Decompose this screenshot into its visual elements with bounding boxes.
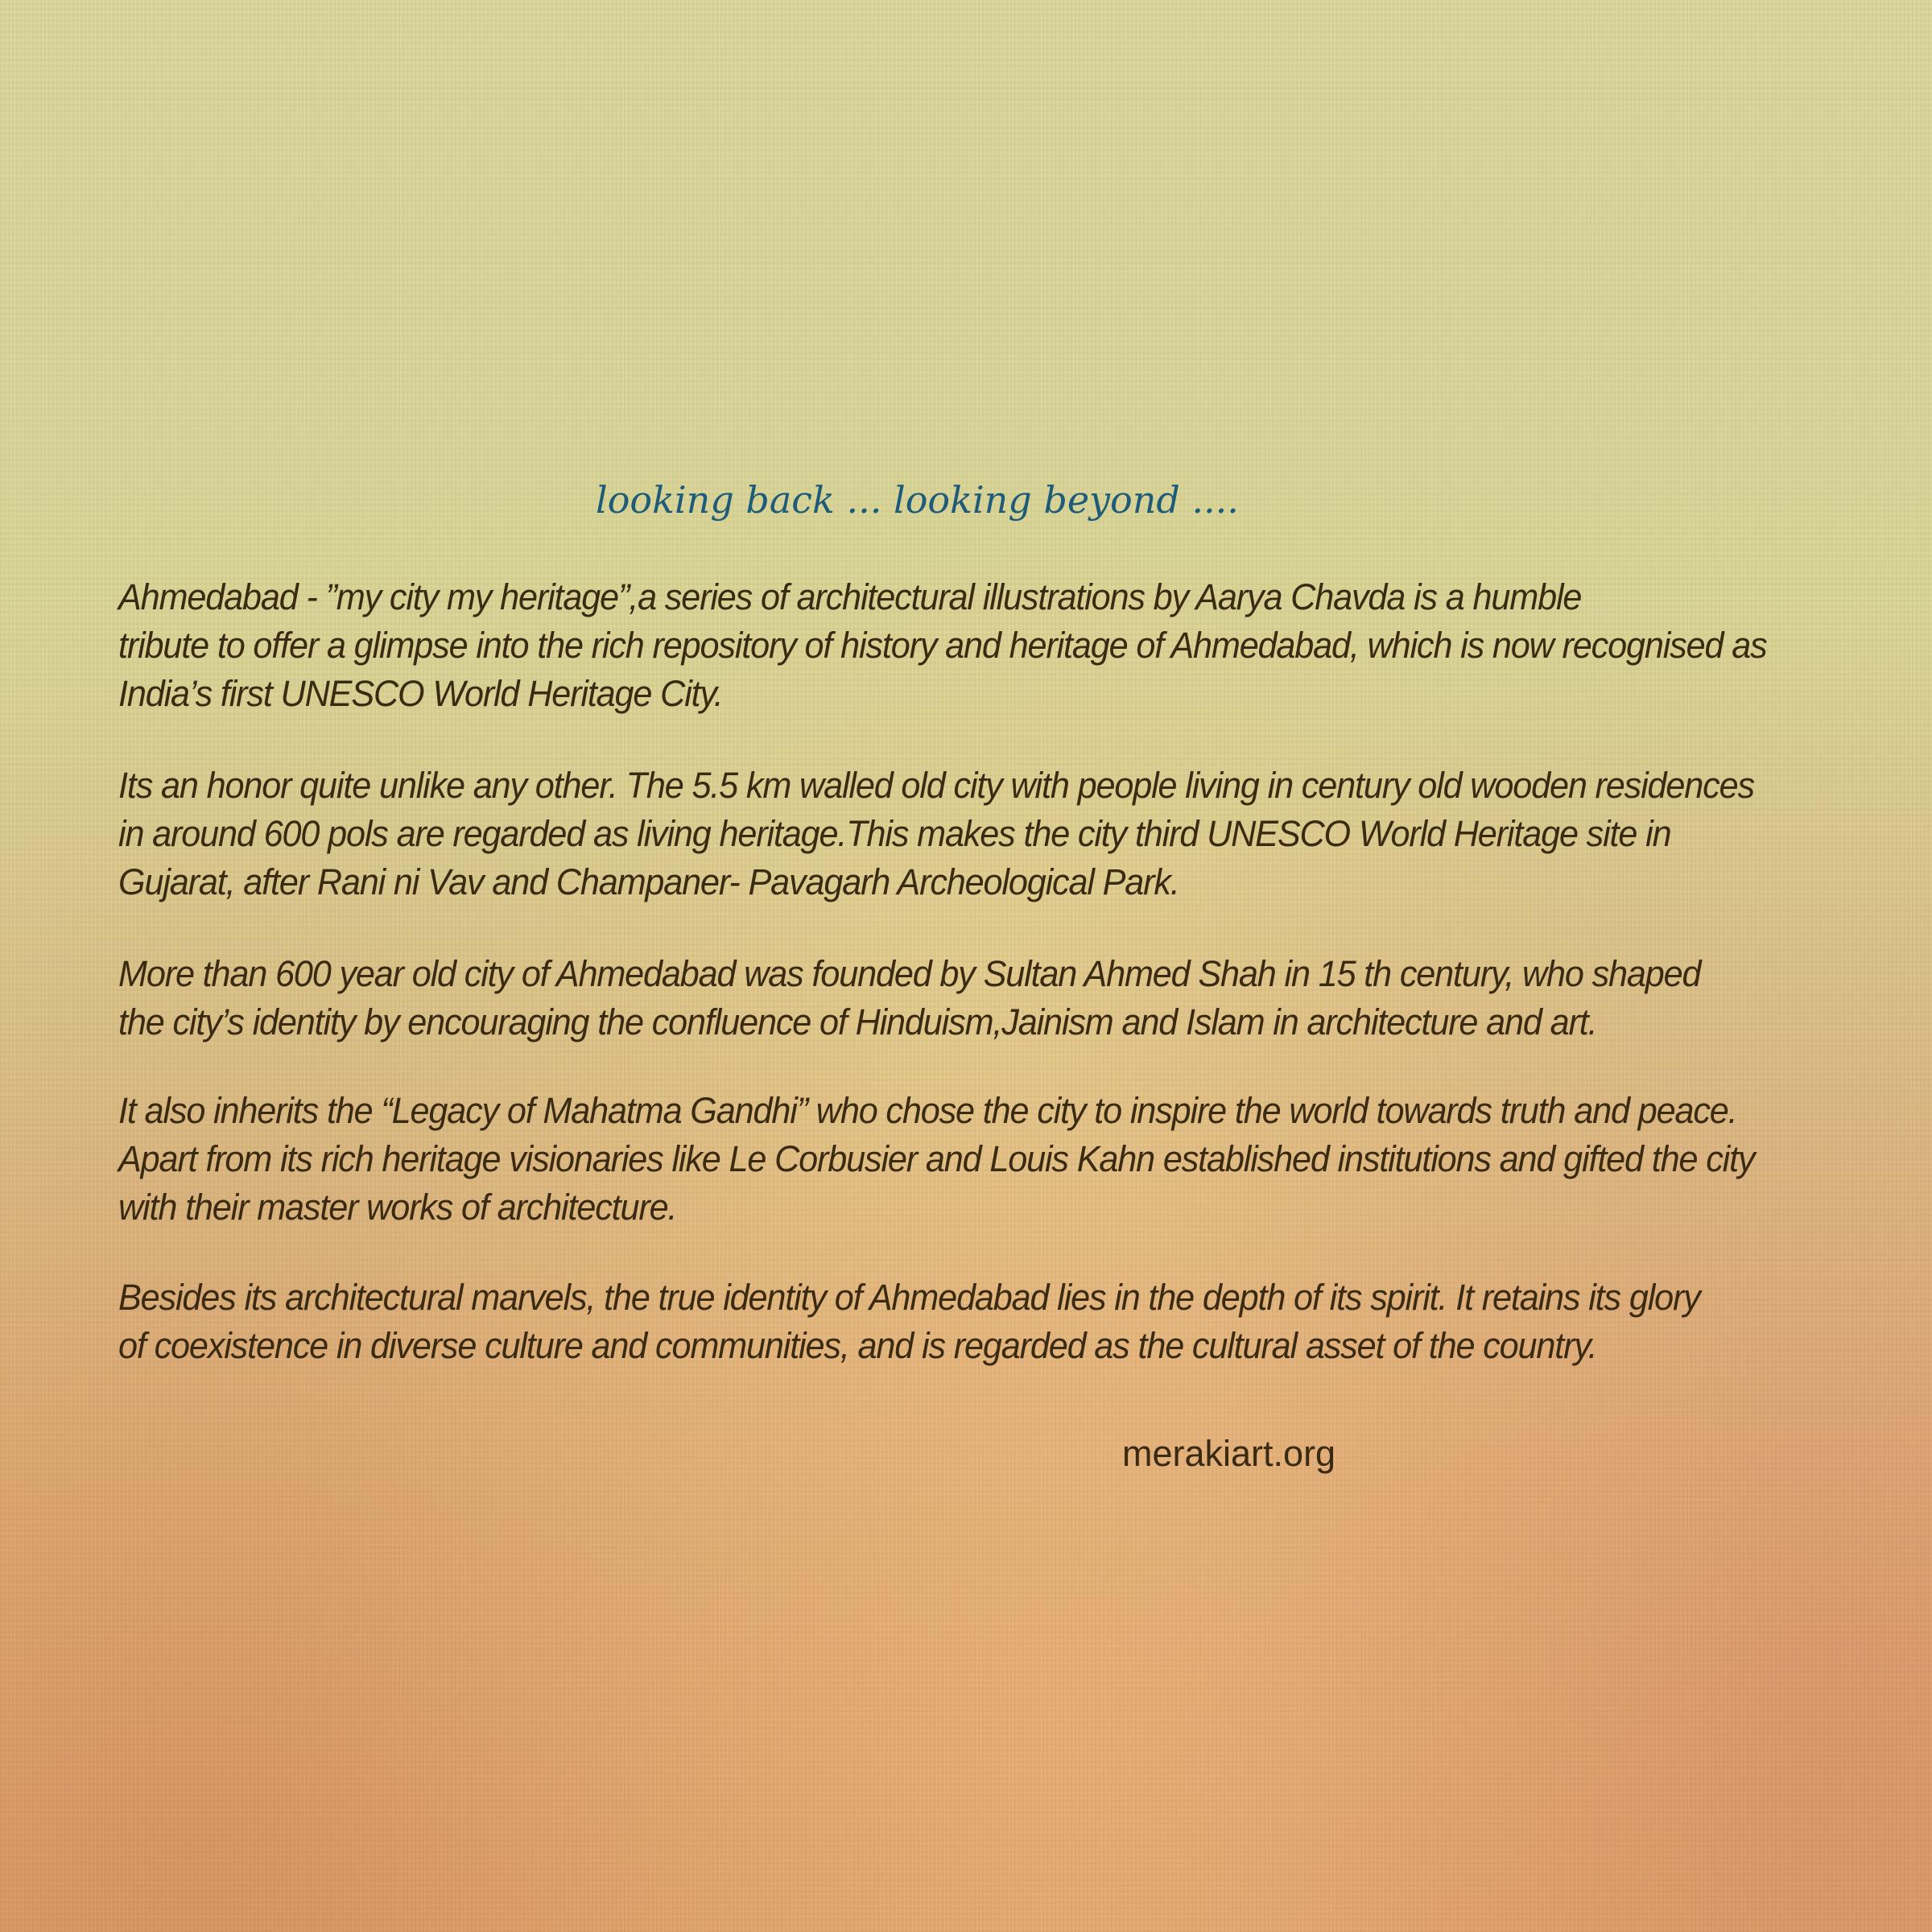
paragraph-line: Ahmedabad - ”my city my heritage”,a series of architectural illustrations by Aarya Chavda is a humble <box>118 576 1582 617</box>
paragraph-line: Its an honor quite unlike any other. The 5.5 km walled old city with people living in century old wooden residences <box>118 765 1754 806</box>
paragraph-line: of coexistence in diverse culture and communities, and is regarded as the cultural asset of the country. <box>118 1325 1597 1366</box>
website-credit: merakiart.org <box>1122 1433 1336 1474</box>
paragraph-history <box>118 950 1772 1046</box>
paragraph-line: India’s first UNESCO World Heritage City. <box>118 673 723 714</box>
paragraph-line: More than 600 year old city of Ahmedabad was founded by Sultan Ahmed Shah in 15 th century, who shaped <box>118 953 1701 994</box>
paragraph-spirit <box>118 1274 1772 1370</box>
paragraph-honor <box>118 762 1772 906</box>
paragraph-line: in around 600 pols are regarded as living heritage.This makes the city third UNESCO World Heritage site in <box>118 813 1671 854</box>
paragraph-gandhi <box>118 1087 1772 1232</box>
paragraph-intro <box>118 573 1772 718</box>
heading: looking back ... looking beyond .... <box>596 478 1239 522</box>
paragraph-line: It also inherits the “Legacy of Mahatma Gandhi” who chose the city to inspire the world towards truth and peace. <box>118 1090 1737 1131</box>
paragraph-line: Besides its architectural marvels, the true identity of Ahmedabad lies in the depth of its spirit. It retains its glory <box>118 1277 1700 1318</box>
paragraph-line: the city’s identity by encouraging the confluence of Hinduism,Jainism and Islam in architecture and art. <box>118 1001 1597 1042</box>
paragraph-line: with their master works of architecture. <box>118 1187 677 1228</box>
paragraph-line: tribute to offer a glimpse into the rich repository of history and heritage of Ahmedabad, which is now recognised as <box>118 625 1767 666</box>
paragraph-line: Apart from its rich heritage visionaries like Le Corbusier and Louis Kahn established institutions and gifted the city <box>118 1138 1755 1179</box>
paragraph-line: Gujarat, after Rani ni Vav and Champaner- Pavagarh Archeological Park. <box>118 861 1179 902</box>
